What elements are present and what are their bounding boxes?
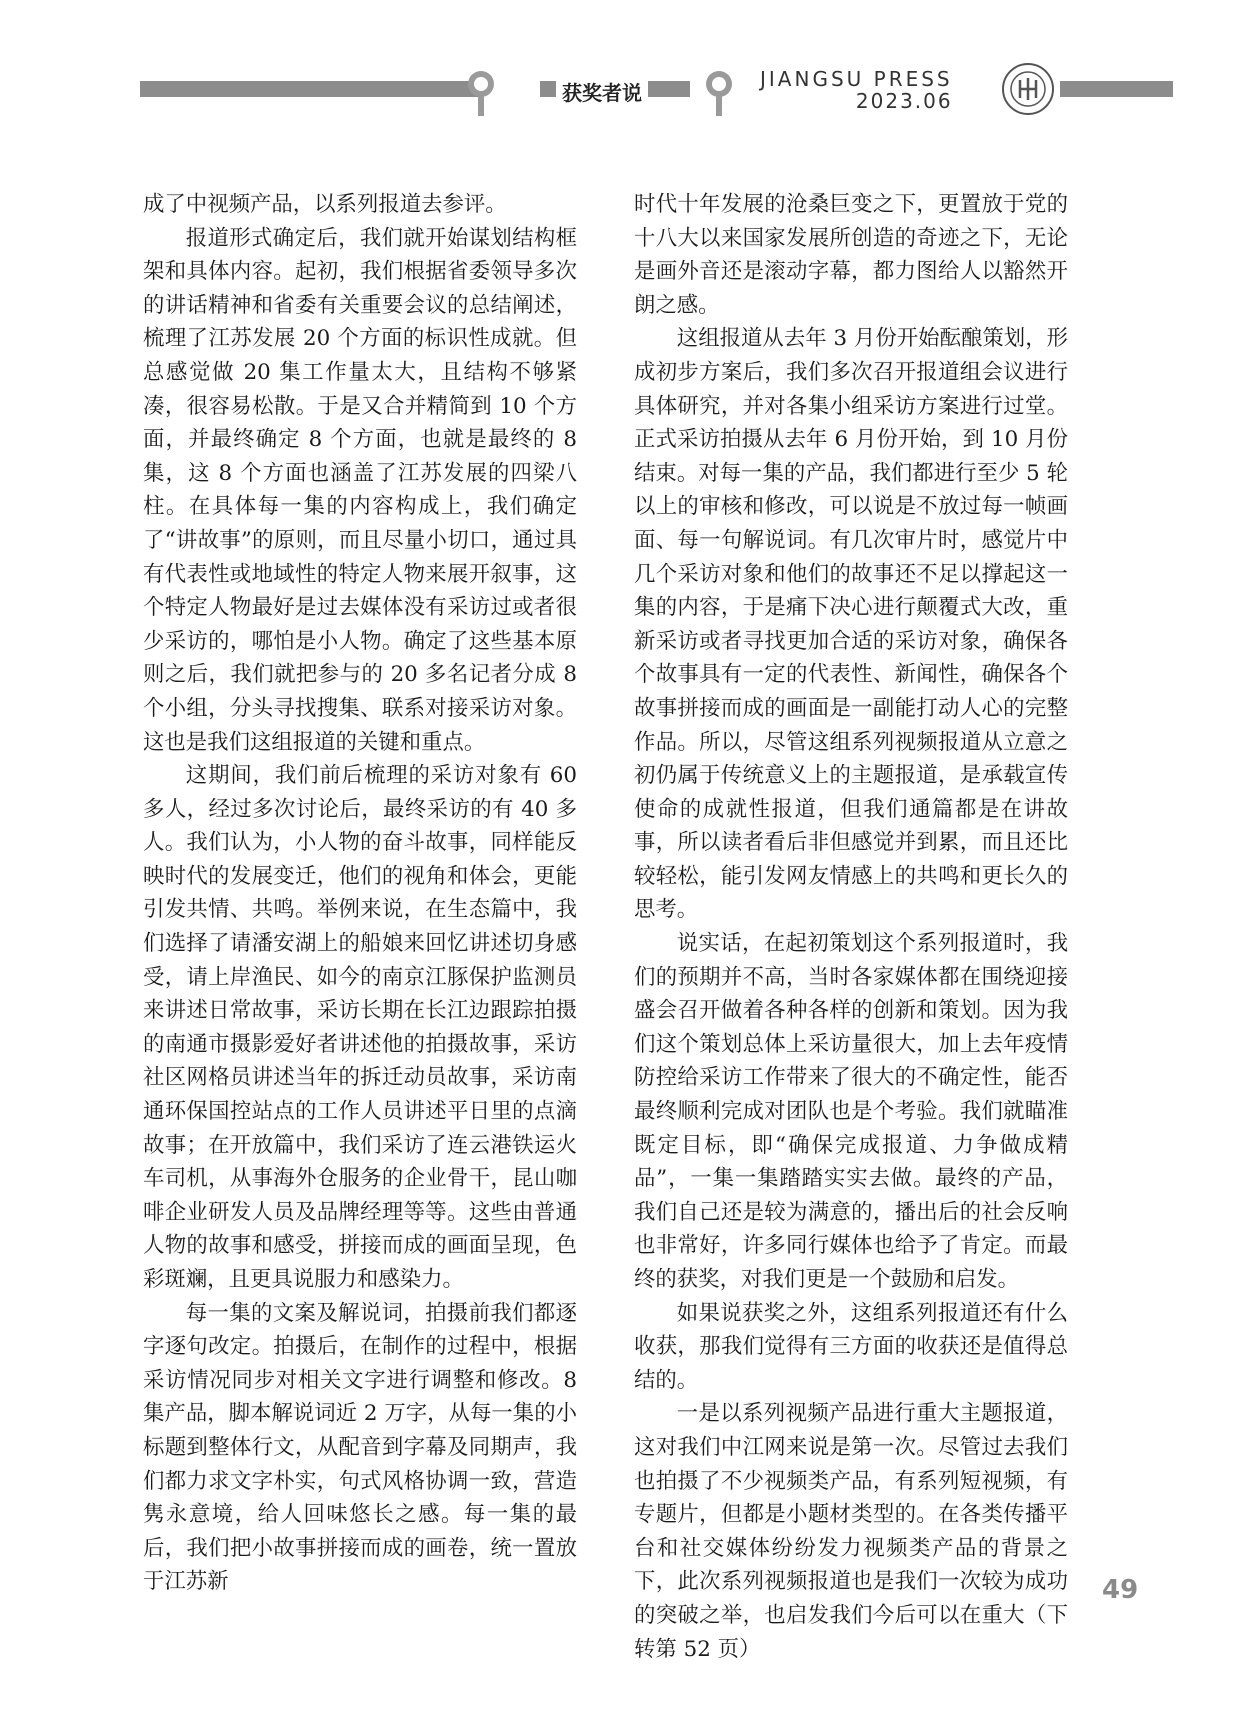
seal-logo-icon — [1001, 62, 1055, 116]
header-rule-left — [140, 81, 480, 97]
press-name: JIANGSU PRESS — [760, 67, 953, 91]
article-paragraph: 每一集的文案及解说词，拍摄前我们都逐字逐句改定。拍摄后，在制作的过程中，根据采访情况同步对相关文字进行调整和修改。8 集产品，脚本解说词近 2 万字，从每一集的小标题到整体行文，从配音到字幕及同期声，我们都力求文字朴实，句式风格协调一致，营造隽永意境，给人回味悠长之感。每一集的最后，我们把小故事拼接而成的画卷，统一置放于江苏新 — [143, 1300, 577, 1595]
article-column-right — [634, 188, 1068, 1666]
article-paragraph: 这期间，我们前后梳理的采访对象有 60 多人，经过多次讨论后，最终采访的有 40 多人。我们认为，小人物的奋斗故事，同样能反映时代的发展变迁，他们的视角和体会，更能引发共情、共鸣。举例来说，在生态篇中，我们选择了请潘安湖上的船娘来回忆讲述切身感受，请上岸渔民、如今的南京江豚保护监测员来讲述日常故事，采访长期在长江边跟踪拍摄的南通市摄影爱好者讲述他的拍摄故事，采访社区网格员讲述当年的拆迁动员故事，采访南通环保国控站点的工作人员讲述平日里的点滴故事；在开放篇中，我们采访了连云港铁运火车司机，从事海外仓服务的企业骨干，昆山咖啡企业研发人员及品牌经理等等。这些由普通人物的故事和感受，拼接而成的画面呈现，色彩斑斓，且更具说服力和感染力。 — [143, 763, 577, 1292]
article-paragraph: 一是以系列视频产品进行重大主题报道，这对我们中江网来说是第一次。尽管过去我们也拍摄了不少视频类产品，有系列短视频，有专题片，但都是小题材类型的。在各类传播平台和社交媒体纷纷发力视频类产品的背景之下，此次系列视频报道也是我们一次较为成功的突破之举，也启发我们今后可以在重大（下转第 52 页） — [634, 1401, 1068, 1662]
article-column-left — [143, 188, 577, 1599]
map-pin-icon — [462, 68, 500, 118]
map-pin-icon — [700, 68, 738, 118]
issue-date: 2023.06 — [855, 89, 953, 113]
page-header — [0, 60, 1247, 120]
article-paragraph: 时代十年发展的沧桑巨变之下，更置放于党的十八大以来国家发展所创造的奇迹之下，无论是画外音还是滚动字幕，都力图给人以豁然开朗之感。 — [634, 192, 1068, 318]
section-title: 获奖者说 — [556, 77, 648, 106]
article-paragraph: 说实话，在起初策划这个系列报道时，我们的预期并不高，当时各家媒体都在围绕迎接盛会召开做着各种各样的创新和策划。因为我们这个策划总体上采访量很大，加上去年疫情防控给采访工作带来了很大的不确定性，能否最终顺利完成对团队也是个考验。我们就瞄准既定目标，即“确保完成报道、力争做成精品”，一集一集踏踏实实去做。最终的产品，我们自己还是较为满意的，播出后的社会反响也非常好，许多同行媒体也给予了肯定。而最终的获奖，对我们更是一个鼓励和启发。 — [634, 931, 1068, 1292]
press-masthead — [760, 68, 953, 112]
article-paragraph: 报道形式确定后，我们就开始谋划结构框架和具体内容。起初，我们根据省委领导多次的讲话精神和省委有关重要会议的总结阐述，梳理了江苏发展 20 个方面的标识性成就。但总感觉做 20 集工作量太大，且结构不够紧凑，很容易松散。于是又合并精简到 10 个方面，并最终确定 8 个方面，也就是最终的 8 集，这 8 个方面也涵盖了江苏发展的四梁八柱。在具体每一集的内容构成上，我们确定了“讲故事”的原则，而且尽量小切口，通过具有代表性或地域性的特定人物来展开叙事，这个特定人物最好是过去媒体没有采访过或者很少采访的，哪怕是小人物。确定了这些基本原则之后，我们就把参与的 20 多名记者分成 8 个小组，分头寻找搜集、联系对接采访对象。这也是我们这组报道的关键和重点。 — [143, 225, 577, 755]
page-number: 49 — [1102, 1575, 1139, 1605]
header-rule-right — [1060, 81, 1173, 97]
article-paragraph: 如果说获奖之外，这组系列报道还有什么收获，那我们觉得有三方面的收获还是值得总结的。 — [634, 1300, 1068, 1393]
article-paragraph: 成了中视频产品，以系列报道去参评。 — [143, 192, 507, 217]
article-paragraph: 这组报道从去年 3 月份开始酝酿策划，形成初步方案后，我们多次召开报道组会议进行具体研究，并对各集小组采访方案进行过堂。正式采访拍摄从去年 6 月份开始，到 10 月份结束。对每一集的产品，我们都进行至少 5 轮以上的审核和修改，可以说是不放过每一帧画面、每一句解说词。有几次审片时，感觉片中几个采访对象和他们的故事还不足以撑起这一集的内容，于是痛下决心进行颠覆式大改，重新采访或者寻找更加合适的采访对象，确保各个故事具有一定的代表性、新闻性，确保各个故事拼接而成的画面是一副能打动人心的完整作品。所以，尽管这组系列视频报道从立意之初仍属于传统意义上的主题报道，是承载宣传使命的成就性报道，但我们通篇都是在讲故事，所以读者看后非但感觉并到累，而且还比较轻松，能引发网友情感上的共鸣和更长久的思考。 — [634, 326, 1068, 923]
